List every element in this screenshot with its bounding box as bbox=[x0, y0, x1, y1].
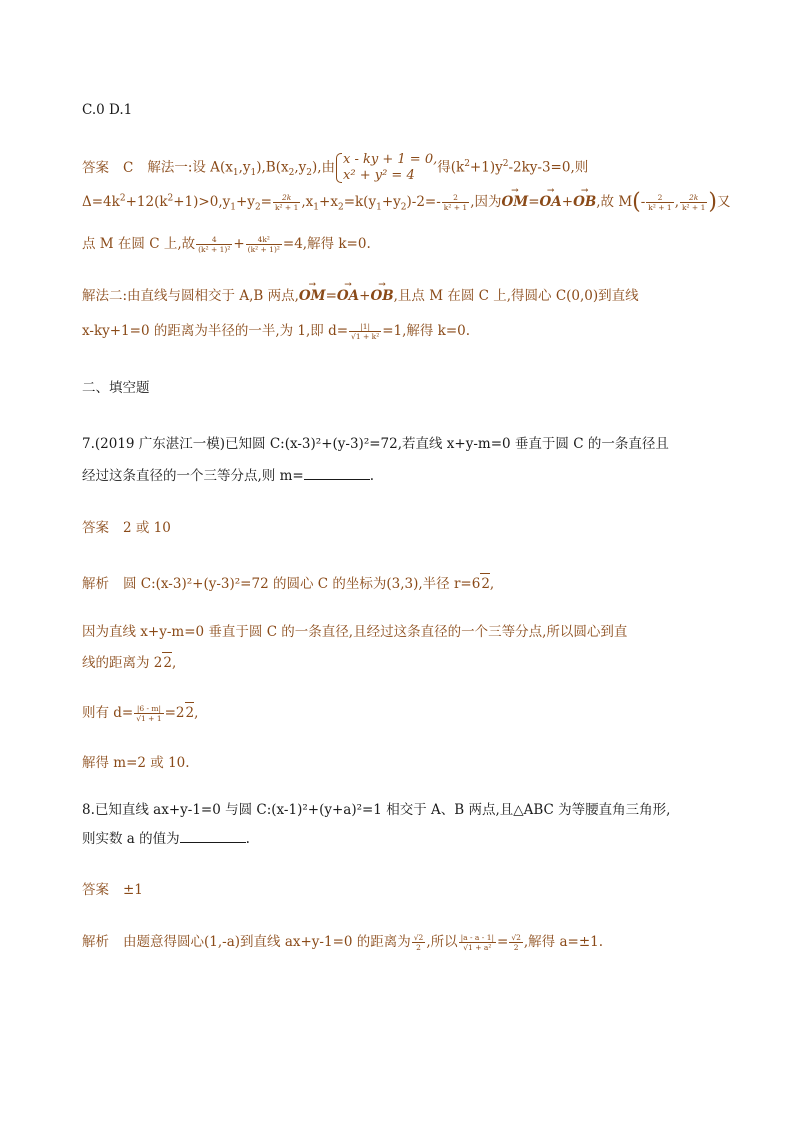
q8-analysis-text-d: ,解得 a=±1. bbox=[523, 934, 604, 950]
q7-analysis-text1: 圆 C:(x-3)²+(y-3)²=72 的圆心 C 的坐标为(3,3),半径 r=6 bbox=[123, 576, 481, 592]
method2-text-d: =1,解得 k=0. bbox=[382, 323, 471, 339]
q6-method1-intro: 解法一:设 A bbox=[147, 159, 220, 176]
q7-stem-line2: 经过这条直径的一个三等分点,则 m= . bbox=[82, 468, 374, 484]
q6-answer-method1: 答案 C 解法一:设 $A(x_1,y_1),B(x_2,y_2)$,由 x - ky + 1 = 0, x² + y² = 4 得$(k^2+1)y^2-2ky-3=0$,则 bbox=[82, 152, 589, 183]
method2-text-c: x-ky+1=0 的距离为半径的一半,为 1,即 d= bbox=[82, 323, 349, 339]
q8-answer bbox=[82, 880, 143, 900]
q8-analysis-text-c: = bbox=[497, 934, 509, 950]
q7-analysis-text4a: 则有 d= bbox=[82, 705, 134, 721]
choice-options: C.0 D.1 bbox=[82, 102, 133, 118]
answer-label: 答案 bbox=[82, 520, 109, 536]
analysis-label: 解析 bbox=[82, 934, 109, 950]
q7-answer-value: 2 或 10 bbox=[123, 520, 171, 536]
q7-analysis-line1: 解析 圆 C:(x-3)²+(y-3)²=72 的圆心 C 的坐标为(3,3),半径 r=62, bbox=[82, 573, 494, 594]
analysis-label: 解析 bbox=[82, 576, 109, 592]
q8-stem-line2: 则实数 a 的值为 . bbox=[82, 831, 250, 847]
q8-stem-text: 则实数 a 的值为 bbox=[82, 831, 180, 847]
q7-analysis-line3: 线的距离为 22, bbox=[82, 652, 176, 673]
answer-label: 答案 bbox=[82, 159, 109, 176]
fill-in-blank bbox=[304, 466, 370, 480]
q7-analysis-line5: 解得 m=2 或 10. bbox=[82, 755, 190, 771]
system-eq1: x - ky + 1 = 0, bbox=[343, 152, 438, 167]
q8-analysis-text-a: 由题意得圆心(1,-a)到直线 ax+y-1=0 的距离为 bbox=[123, 934, 411, 950]
method2-text-a: 解法二:由直线与圆相交于 A,B 两点, bbox=[82, 288, 299, 304]
q8-stem-line1: 8.已知直线 ax+y-1=0 与圆 C:(x-1)²+(y+a)²=1 相交于 A、B 两点,且△ABC 为等腰直角三角形, bbox=[82, 802, 671, 818]
section-title: 二、填空题 bbox=[82, 380, 150, 396]
q7-analysis-line4: 则有 d= $\frac{|6 - m|}{√1 + 1}$ =22, bbox=[82, 704, 199, 723]
q7-stem-line1: 7.(2019 广东湛江一模)已知圆 C:(x-3)²+(y-3)²=72,若直线 x+y-m=0 垂直于圆 C 的一条直径且 bbox=[82, 436, 669, 452]
q6-discriminant-line: $\Delta=4k^2+12(k^2+1)>0,y_1+y_2=$ $\frac{2k}{\text{k² + 1}}$ $,x_1+x_2=k(y_1+y_2)-2=-$ $\frac{2}{\text{k² + 1}}$ ,因为OM →=OA →+OB →,故 M(- $\frac{2}{\text{k² + 1}}$ , $\frac{2k}{\text{k² + 1}}$ )又 bbox=[82, 192, 730, 213]
q6-method2-line1: 解法二:由直线与圆相交于 A,B 两点,OM →=OA →+OB →,且点 M 在圆 C 上,得圆心 C(0,0)到直线 bbox=[82, 286, 639, 306]
answer-label: 答案 bbox=[82, 882, 109, 898]
q7-analysis-line2: 因为直线 x+y-m=0 垂直于圆 C 的一条直径,且经过这条直径的一个三等分点,所以圆心到直 bbox=[82, 624, 628, 640]
fill-in-blank bbox=[180, 829, 246, 843]
equation-system bbox=[335, 152, 437, 184]
method2-text-b: ,且点 M 在圆 C 上,得圆心 C(0,0)到直线 bbox=[393, 288, 639, 304]
q6-method2-line2: x-ky+1=0 的距离为半径的一半,为 1,即 d= $\frac{|1|}{\text{√1 + k²}}$ =1,解得 k=0. bbox=[82, 322, 471, 341]
q7-answer bbox=[82, 518, 171, 538]
q6-answer-value: C bbox=[123, 159, 134, 176]
q7-analysis-text3: 线的距离为 2 bbox=[82, 655, 163, 671]
q7-stem-text: 经过这条直径的一个三等分点,则 m= bbox=[82, 468, 304, 484]
q8-answer-value: ±1 bbox=[123, 882, 143, 898]
q8-analysis-text-b: ,所以 bbox=[426, 934, 458, 950]
q8-analysis: 解析 由题意得圆心(1,-a)到直线 ax+y-1=0 的距离为 $\frac{√2}{2}$ ,所以 $\frac{|a - a - 1|}{\text{√1 + a²}}$ = $\frac{√2}{2}$ ,解得 a=±1. bbox=[82, 933, 604, 952]
system-eq2: x² + y² = 4 bbox=[343, 168, 415, 183]
q7-analysis-text4b: =2 bbox=[164, 705, 185, 721]
q6-point-on-circle-line: 点 M 在圆 C 上,故 $\frac{4}{\text{(k² + 1)²}}$ + $\frac{\text{4k²}}{\text{(k² + 1)²}}$ =4,解得 k=0. bbox=[82, 235, 371, 254]
